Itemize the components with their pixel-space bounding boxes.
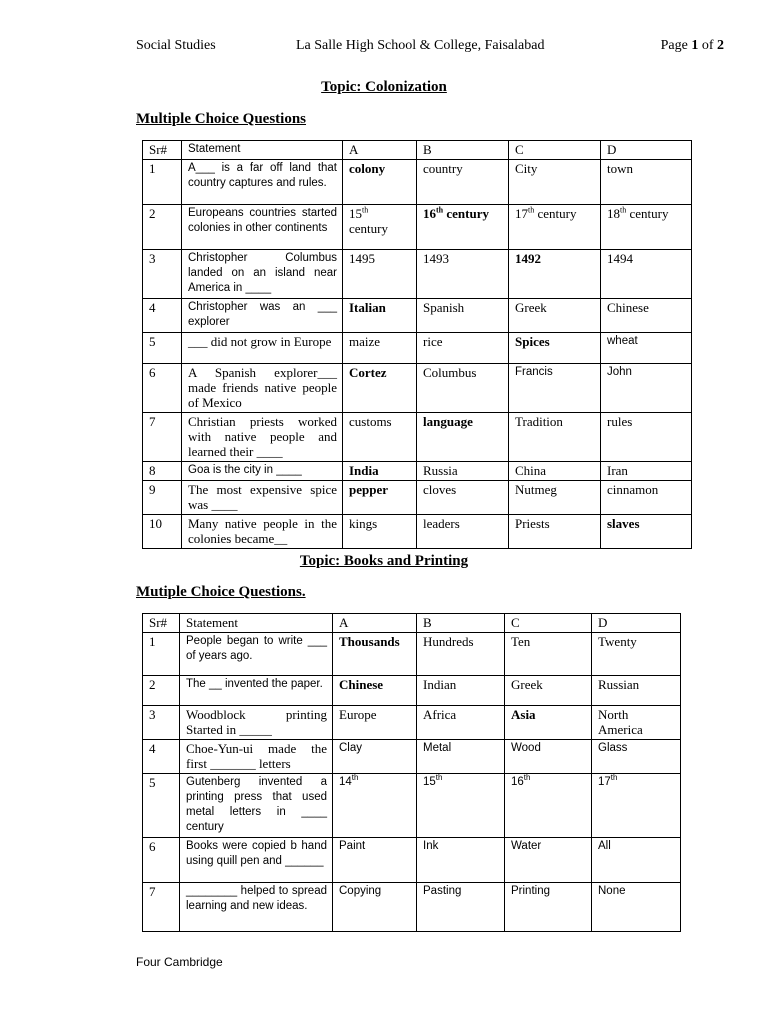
option-c: City xyxy=(509,160,601,205)
statement: A___ is a far off land that country captures and rules. xyxy=(182,160,343,205)
books-subtitle: Mutiple Choice Questions. xyxy=(136,584,306,600)
statement: A Spanish explorer___ made friends native people of Mexico xyxy=(182,364,343,413)
table-row xyxy=(143,299,692,333)
page-total: 2 xyxy=(717,38,724,53)
option-a: colony xyxy=(343,160,417,205)
option-b: country xyxy=(417,160,509,205)
option-c: Ten xyxy=(505,633,592,676)
option-a: customs xyxy=(343,413,417,462)
option-a: Paint xyxy=(333,838,417,883)
option-a: Europe xyxy=(333,706,417,740)
subject-label: Social Studies xyxy=(136,38,216,53)
row-number: 3 xyxy=(143,250,182,299)
option-b: Russia xyxy=(417,462,509,481)
table-row xyxy=(143,364,692,413)
statement: Europeans countries started colonies in other continents xyxy=(182,205,343,250)
option-b: language xyxy=(417,413,509,462)
option-a: kings xyxy=(343,515,417,549)
row-number: 3 xyxy=(143,706,180,740)
statement: Gutenberg invented a printing press that used metal letters in ____ century xyxy=(180,774,333,838)
option-a: maize xyxy=(343,333,417,364)
table-header-row xyxy=(143,141,692,160)
column-header: A xyxy=(343,141,417,160)
option-a: 15th century xyxy=(343,205,417,250)
option-b: 16th century xyxy=(417,205,509,250)
row-number: 7 xyxy=(143,413,182,462)
option-a: 14th xyxy=(333,774,417,838)
option-b: 1493 xyxy=(417,250,509,299)
row-number: 1 xyxy=(143,633,180,676)
row-number: 7 xyxy=(143,883,180,932)
row-number: 6 xyxy=(143,838,180,883)
option-d: John xyxy=(601,364,692,413)
option-d: cinnamon xyxy=(601,481,692,515)
column-header: B xyxy=(417,141,509,160)
table-header-row xyxy=(143,614,681,633)
table-row xyxy=(143,706,681,740)
option-c: Nutmeg xyxy=(509,481,601,515)
option-b: Indian xyxy=(417,676,505,706)
option-d: Iran xyxy=(601,462,692,481)
statement: ___ did not grow in Europe xyxy=(182,333,343,364)
statement: Christopher was an ___ explorer xyxy=(182,299,343,333)
option-c: Printing xyxy=(505,883,592,932)
option-a: India xyxy=(343,462,417,481)
option-c: Greek xyxy=(505,676,592,706)
column-header: Sr# xyxy=(143,614,180,633)
row-number: 4 xyxy=(143,740,180,774)
option-b: Hundreds xyxy=(417,633,505,676)
statement: The most expensive spice was ____ xyxy=(182,481,343,515)
option-a: 1495 xyxy=(343,250,417,299)
option-b: Pasting xyxy=(417,883,505,932)
table-row xyxy=(143,774,681,838)
row-number: 8 xyxy=(143,462,182,481)
row-number: 5 xyxy=(143,774,180,838)
row-number: 5 xyxy=(143,333,182,364)
option-a: Chinese xyxy=(333,676,417,706)
option-d: All xyxy=(592,838,681,883)
row-number: 9 xyxy=(143,481,182,515)
statement: Books were copied b hand using quill pen and ______ xyxy=(180,838,333,883)
page-number xyxy=(661,38,724,54)
statement: Christian priests worked with native people and learned their ____ xyxy=(182,413,343,462)
row-number: 2 xyxy=(143,205,182,250)
option-d: rules xyxy=(601,413,692,462)
option-c: 1492 xyxy=(509,250,601,299)
option-d: Twenty xyxy=(592,633,681,676)
option-c: Water xyxy=(505,838,592,883)
column-header: C xyxy=(505,614,592,633)
option-c: 16th xyxy=(505,774,592,838)
table-row xyxy=(143,676,681,706)
row-number: 10 xyxy=(143,515,182,549)
option-b: rice xyxy=(417,333,509,364)
option-c: Asia xyxy=(505,706,592,740)
option-b: Metal xyxy=(417,740,505,774)
colonization-subtitle: Multiple Choice Questions xyxy=(136,111,307,127)
table-row xyxy=(143,481,692,515)
column-header: Statement xyxy=(180,614,333,633)
option-d: 17th xyxy=(592,774,681,838)
option-b: Spanish xyxy=(417,299,509,333)
row-number: 4 xyxy=(143,299,182,333)
column-header: D xyxy=(592,614,681,633)
column-header: C xyxy=(509,141,601,160)
books-mcq-table xyxy=(142,613,681,932)
table-row xyxy=(143,160,692,205)
option-c: Francis xyxy=(509,364,601,413)
option-d: North America xyxy=(592,706,681,740)
table-row xyxy=(143,205,692,250)
table-row xyxy=(143,462,692,481)
statement: Christopher Columbus landed on an island near America in ____ xyxy=(182,250,343,299)
option-b: Columbus xyxy=(417,364,509,413)
statement: Many native people in the colonies became__ xyxy=(182,515,343,549)
column-header: D xyxy=(601,141,692,160)
option-d: wheat xyxy=(601,333,692,364)
option-c: Greek xyxy=(509,299,601,333)
row-number: 1 xyxy=(143,160,182,205)
school-name: La Salle High School & College, Faisalabad xyxy=(296,38,545,53)
column-header: B xyxy=(417,614,505,633)
option-a: Clay xyxy=(333,740,417,774)
statement: People began to write ___ of years ago. xyxy=(180,633,333,676)
option-b: Africa xyxy=(417,706,505,740)
option-c: China xyxy=(509,462,601,481)
option-a: pepper xyxy=(343,481,417,515)
table-row xyxy=(143,413,692,462)
option-d: 1494 xyxy=(601,250,692,299)
option-c: Tradition xyxy=(509,413,601,462)
table-row xyxy=(143,333,692,364)
statement: ________ helped to spread learning and new ideas. xyxy=(180,883,333,932)
option-c: Spices xyxy=(509,333,601,364)
table-row xyxy=(143,250,692,299)
statement: The __ invented the paper. xyxy=(180,676,333,706)
option-c: Priests xyxy=(509,515,601,549)
option-d: town xyxy=(601,160,692,205)
colonization-mcq-table xyxy=(142,140,692,549)
option-a: Italian xyxy=(343,299,417,333)
option-d: Chinese xyxy=(601,299,692,333)
option-d: 18th century xyxy=(601,205,692,250)
option-b: 15th xyxy=(417,774,505,838)
option-b: cloves xyxy=(417,481,509,515)
option-a: Thousands xyxy=(333,633,417,676)
option-b: Ink xyxy=(417,838,505,883)
column-header: Sr# xyxy=(143,141,182,160)
table-row xyxy=(143,515,692,549)
statement: Goa is the city in ____ xyxy=(182,462,343,481)
page-footer: Four Cambridge xyxy=(136,955,223,969)
page-num: 1 xyxy=(691,38,699,53)
page-of: of xyxy=(698,38,717,53)
column-header: Statement xyxy=(182,141,343,160)
statement: Woodblock printing Started in _____ xyxy=(180,706,333,740)
option-d: Russian xyxy=(592,676,681,706)
table-row xyxy=(143,883,681,932)
column-header: A xyxy=(333,614,417,633)
table-row xyxy=(143,838,681,883)
option-a: Cortez xyxy=(343,364,417,413)
option-d: Glass xyxy=(592,740,681,774)
topic-colonization-title: Topic: Colonization xyxy=(321,79,447,95)
statement: Choe-Yun-ui made the first _______ letters xyxy=(180,740,333,774)
row-number: 6 xyxy=(143,364,182,413)
option-c: 17th century xyxy=(509,205,601,250)
option-d: slaves xyxy=(601,515,692,549)
option-d: None xyxy=(592,883,681,932)
table-row xyxy=(143,633,681,676)
topic-books-title: Topic: Books and Printing xyxy=(299,553,469,569)
row-number: 2 xyxy=(143,676,180,706)
page-header xyxy=(136,38,724,58)
page-prefix: Page xyxy=(660,38,692,53)
option-a: Copying xyxy=(333,883,417,932)
table-row xyxy=(143,740,681,774)
option-b: leaders xyxy=(417,515,509,549)
option-c: Wood xyxy=(505,740,592,774)
